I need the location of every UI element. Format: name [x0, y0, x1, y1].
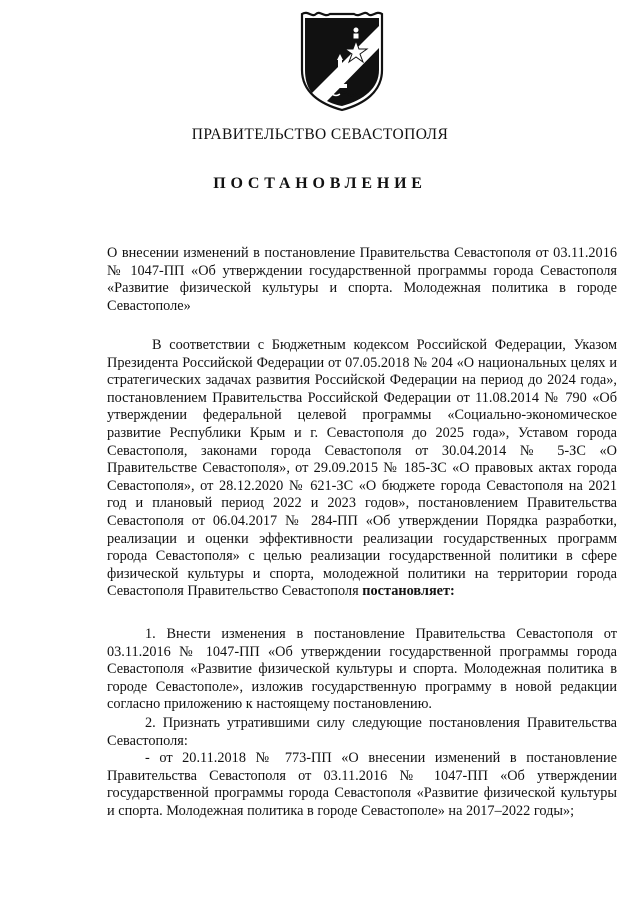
preamble-text: В соответствии с Бюджетным кодексом Российской Федерации, Указом Президента Российской Федерации от 07.05.2018 № 204 «О национальных целях и стратегических задачах развития Российской Федерации на период до 2024 года», постановлением Правительства Российской Федерации от 11.08.2014 № 790 «Об утверждении федеральной целевой программы «Социально-экономическое развитие Республики Крым и г. Севастополя до 2025 года», Уставом города Севастополя, законами города Севастополя от 30.04.2014 № 5-ЗС «О Правительстве Севастополя», от 29.09.2015 № 185-ЗС «О правовых актах города Севастополя», от 28.12.2020 № 621-ЗС «О бюджете города Севастополя на 2021 год и плановый период 2022 и 2023 годов», постановлением Правительства Севастополя от 06.04.2017 № 284-ПП «Об утверждении Порядка разработки, реализации и оценки эффективности реализации государственных программ города Севастополя» с целью реализации государственной политики в сфере физической культуры и спорта, молодежной политики на территории города Севастополя Правительство Севастополя	[107, 337, 617, 600]
preamble-resolves: постановляет:	[362, 583, 455, 600]
resolution-item-1: 1. Внести изменения в постановление Правительства Севастополя от 03.11.2016 № 1047-ПП «Об утверждении государственной программы города Севастополя «Развитие физической культуры и спорта. Молодежная политика в городе Севастополе», изложив государственную программу в новой редакции согласно приложению к настоящему постановлению.	[107, 626, 617, 713]
sevastopol-coat-of-arms-icon	[294, 8, 390, 112]
document-type-title: ПОСТАНОВЛЕНИЕ	[213, 175, 427, 192]
document-subject: О внесении изменений в постановление Правительства Севастополя от 03.11.2016 № 1047-ПП «Об утверждении государственной программы города Севастополя «Развитие физической культуры и спорта. Молодежная политика в городе Севастополе»	[107, 245, 617, 314]
resolution-item-2: 2. Признать утратившими силу следующие постановления Правительства Севастополя:	[107, 715, 617, 749]
preamble-paragraph	[107, 337, 617, 601]
resolution-item-2-subitem: - от 20.11.2018 № 773-ПП «О внесении изменений в постановление Правительства Севастополя от 03.11.2016 № 1047-ПП «Об утверждении государственной программы города Севастополя «Развитие физической культуры и спорта. Молодежная политика в городе Севастополе» на 2017–2022 годы»;	[107, 750, 617, 819]
government-title: ПРАВИТЕЛЬСТВО СЕВАСТОПОЛЯ	[191, 126, 449, 143]
